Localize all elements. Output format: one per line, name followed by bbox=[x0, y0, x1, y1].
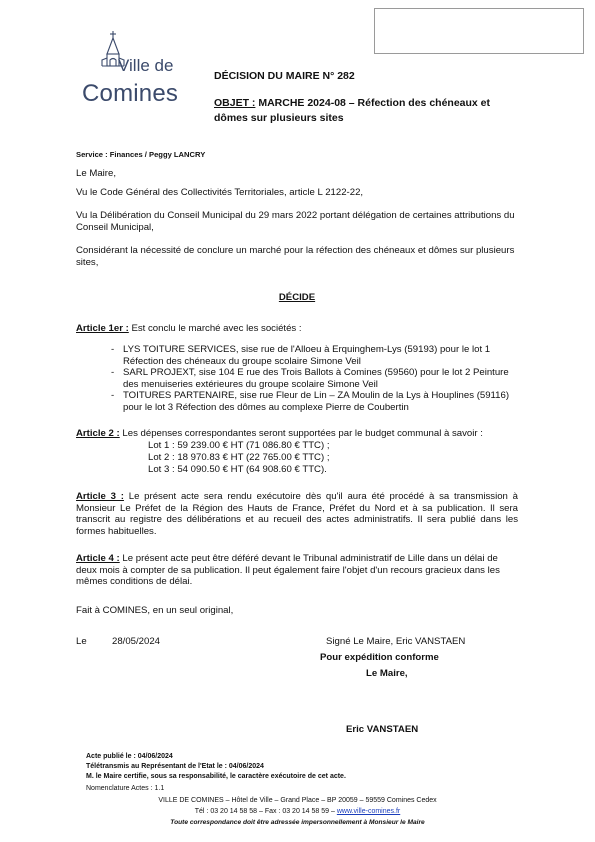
decision-object bbox=[214, 96, 514, 126]
footer-tel: Tél : 03 20 14 58 58 – Fax : 03 20 14 58 59 – bbox=[194, 808, 337, 815]
service-line: Service : Finances / Peggy LANCRY bbox=[76, 150, 206, 159]
decision-title: DÉCISION DU MAIRE N° 282 bbox=[214, 70, 355, 82]
list-item bbox=[76, 390, 518, 413]
list-dash: - bbox=[111, 390, 115, 402]
signature-date: 28/05/2024 bbox=[112, 636, 161, 647]
article-4-label: Article 4 : bbox=[76, 553, 120, 564]
logo-comines-text: Comines bbox=[82, 80, 179, 107]
article-2-text: Les dépenses correspondantes seront supportées par le budget communal à savoir : bbox=[119, 428, 483, 439]
lot-amount: Lot 3 : 54 090.50 € HT (64 908.60 € TTC). bbox=[148, 463, 327, 475]
lots-list bbox=[76, 344, 518, 414]
footer-address: VILLE DE COMINES – Hôtel de Ville – Grand Place – BP 20059 – 59559 Comines Cedex bbox=[158, 797, 437, 804]
decide-heading: DÉCIDE bbox=[278, 292, 316, 303]
list-item bbox=[76, 367, 518, 390]
list-item bbox=[76, 344, 518, 367]
article-3-label: Article 3 : bbox=[76, 491, 124, 502]
fait-a: Fait à COMINES, en un seul original, bbox=[76, 605, 234, 616]
signe-le-maire: Signé Le Maire, Eric VANSTAEN bbox=[326, 636, 466, 647]
footer-website-link[interactable]: www.ville-comines.fr bbox=[336, 808, 401, 815]
lot-text: SARL PROJEXT, sise 104 E rue des Trois Ballots à Comines (59560) pour le lot 2 Peinture des menuiseries extérieures du groupe scolaire Simone Veil bbox=[123, 367, 509, 390]
signatory-name: Eric VANSTAEN bbox=[346, 724, 419, 735]
nomenclature: Nomenclature Actes : 1.1 bbox=[86, 785, 165, 792]
lot-text: LYS TOITURE SERVICES, sise rue de l'Alloeu à Erquinghem-Lys (59193) pour le lot 1 Réfection des chéneaux du groupe scolaire Simone Veil bbox=[123, 344, 491, 367]
footer-mention: Toute correspondance doit être adressée impersonnellement à Monsieur le Maire bbox=[170, 819, 425, 826]
article-3 bbox=[76, 491, 518, 537]
list-dash: - bbox=[111, 367, 115, 379]
le-maire-line: Le Maire, bbox=[76, 168, 116, 179]
considerant: Considérant la nécessité de conclure un marché pour la réfection des chéneaux et dômes sur plusieurs sites, bbox=[76, 245, 515, 268]
lot-amounts bbox=[148, 440, 330, 475]
vu-deliberation: Vu la Délibération du Conseil Municipal du 29 mars 2022 portant délégation de certaines attributions du Conseil Municipal, bbox=[76, 210, 515, 233]
le-maire-sig: Le Maire, bbox=[366, 668, 408, 679]
article-3-text: Le présent acte sera rendu exécutoire dès qu'il aura été procédé à sa transmission à Monsieur Le Préfet de la Région des Hauts de France, Préfet du Nord et à sa publication. Il sera transcrit au registre des délibérations et au recueil des actes administratifs. Il sera publié dans les formes habituelles. bbox=[76, 491, 518, 537]
footer-contact bbox=[60, 808, 535, 815]
acte-publie: Acte publié le : 04/06/2024 bbox=[86, 753, 173, 760]
pour-expedition: Pour expédition conforme bbox=[320, 652, 439, 663]
vu-cgct: Vu le Code Général des Collectivités Territoriales, article L 2122-22, bbox=[76, 187, 364, 198]
article-1 bbox=[76, 323, 518, 335]
article-2 bbox=[76, 428, 518, 440]
article-4 bbox=[76, 553, 518, 588]
lot-amount: Lot 2 : 18 970.83 € HT (22 765.00 € TTC) ; bbox=[148, 451, 330, 463]
comines-logo bbox=[80, 26, 200, 108]
objet-text: MARCHE 2024-08 – Réfection des chéneaux et dômes sur plusieurs sites bbox=[214, 97, 491, 124]
lot-amount: Lot 1 : 59 239.00 € HT (71 086.80 € TTC) ; bbox=[148, 440, 330, 451]
article-1-text: Est conclu le marché avec les sociétés : bbox=[128, 323, 302, 334]
logo-ville-text: Ville de bbox=[118, 56, 174, 75]
article-4-text: Le présent acte peut être déféré devant le Tribunal administratif de Lille dans un délai de deux mois à compter de sa publication. Il peut également faire l'objet d'un recours gracieux dans les mêmes conditions de délai. bbox=[76, 553, 500, 588]
date-le: Le bbox=[76, 636, 87, 647]
article-1-label: Article 1er : bbox=[76, 323, 129, 334]
registration-stamp-box bbox=[374, 8, 584, 54]
objet-label: OBJET : bbox=[214, 97, 256, 109]
list-dash: - bbox=[111, 344, 115, 355]
lot-text: TOITURES PARTENAIRE, sise rue Fleur de Lin – ZA Moulin de la Lys à Houplines (59116) pour le lot 3 Réfection des dômes au complexe Pierre de Coubertin bbox=[123, 390, 510, 413]
certifie: M. le Maire certifie, sous sa responsabilité, le caractère exécutoire de cet acte. bbox=[86, 773, 346, 780]
teletransmis: Télétransmis au Représentant de l'Etat le : 04/06/2024 bbox=[86, 763, 264, 770]
article-2-label: Article 2 : bbox=[76, 428, 120, 439]
